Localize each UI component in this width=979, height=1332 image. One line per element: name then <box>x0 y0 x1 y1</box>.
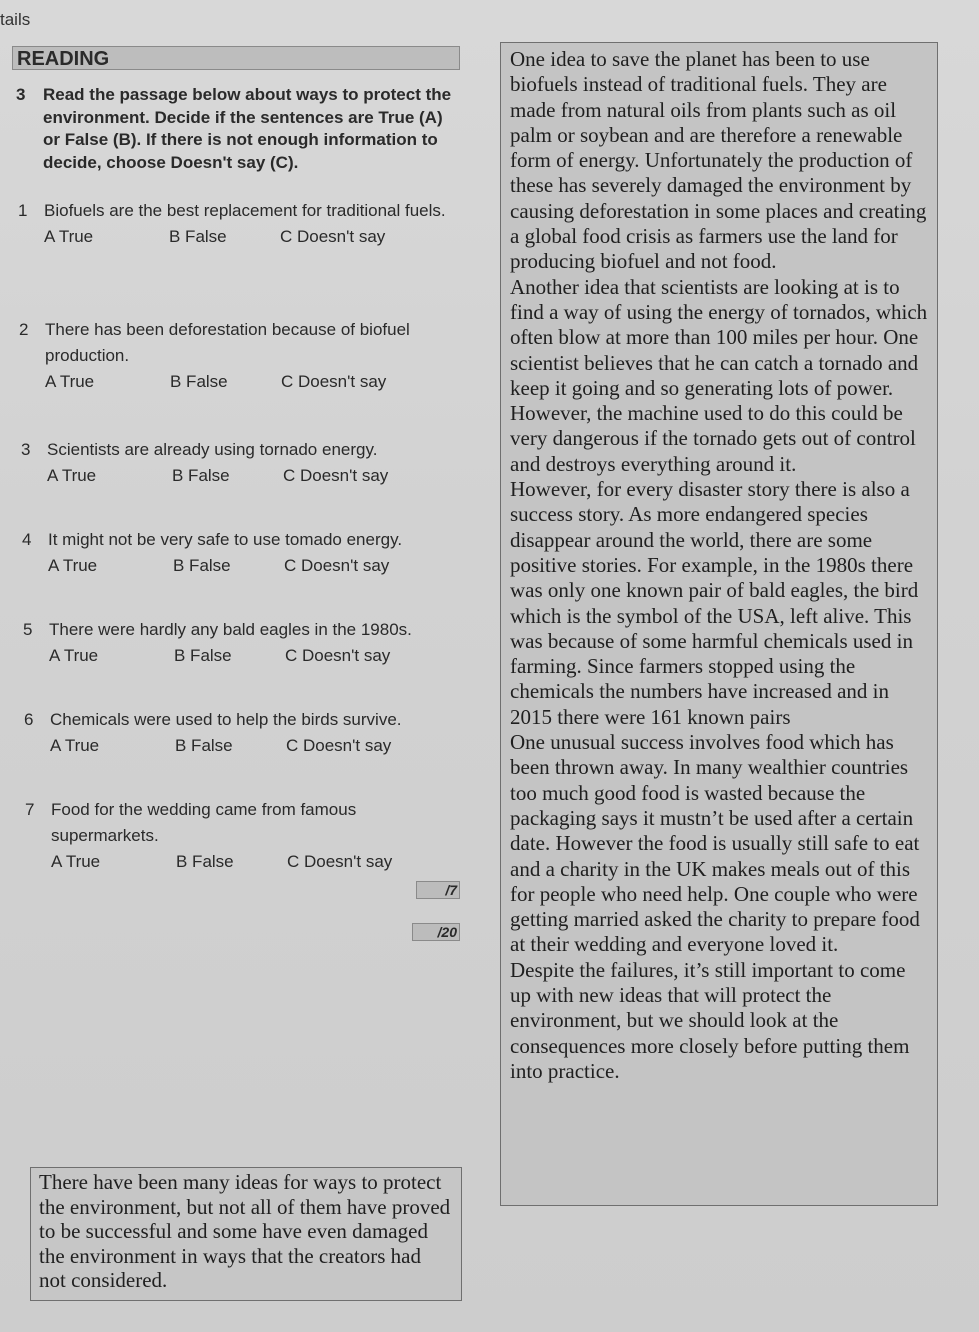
question-number: 2 <box>19 320 29 339</box>
option-a[interactable]: A True <box>50 736 100 755</box>
task-instructions <box>16 84 456 174</box>
option-b[interactable]: B False <box>169 227 227 246</box>
option-a[interactable]: A True <box>45 372 95 391</box>
passage-paragraph: One idea to save the planet has been to use biofuels instead of traditional fuels. They are made from natural oils from plants such as oil palm or soybean and are therefore a renewable form of energy. Unfortunately the production of these has severely damaged the environment by causing deforestation in some places and creating a global food crisis as farmers use the land for producing biofuel and not food. <box>510 47 927 274</box>
option-c[interactable]: C Doesn't say <box>287 852 393 871</box>
task-number: 3 <box>16 85 26 104</box>
passage-intro-box: There have been many ideas for ways to protect the environment, but not all of them have proved to be successful and some have even damaged the environment in ways that the creators had not considered. <box>30 1167 462 1301</box>
option-b[interactable]: B False <box>170 372 228 391</box>
option-b[interactable]: B False <box>174 646 232 665</box>
answer-options <box>48 553 462 579</box>
section-score-box[interactable]: /7 <box>416 881 460 899</box>
question-number: 1 <box>18 201 28 220</box>
question-2 <box>19 317 459 395</box>
option-a[interactable]: A True <box>48 556 98 575</box>
passage-paragraph: Another idea that scientists are looking at is to find a way of using the energy of tornados, which often blow at more than 100 miles per hour. One scientist believes that he can catch a tornado and keep it going and so generating lots of power. However, the machine used to do this could be very dangerous if the tornado gets out of control and destroys everything around it. <box>510 274 928 476</box>
option-b[interactable]: B False <box>176 852 234 871</box>
reading-passage <box>500 42 938 1206</box>
question-text: Scientists are already using tornado energy. <box>47 440 378 459</box>
option-a[interactable]: A True <box>51 852 101 871</box>
question-number: 5 <box>23 620 33 639</box>
question-text: It might not be very safe to use tomado energy. <box>48 530 403 549</box>
question-1 <box>18 198 458 250</box>
question-text: Biofuels are the best replacement for traditional fuels. <box>44 201 446 220</box>
question-5 <box>23 617 463 669</box>
question-7 <box>25 797 405 875</box>
answer-options <box>51 849 405 875</box>
question-text: Food for the wedding came from famous supermarkets. <box>51 800 357 845</box>
option-c[interactable]: C Doesn't say <box>281 372 387 391</box>
option-a[interactable]: A True <box>47 466 97 485</box>
question-3 <box>21 437 461 489</box>
option-c[interactable]: C Doesn't say <box>283 466 389 485</box>
option-c[interactable]: C Doesn't say <box>284 556 390 575</box>
answer-options <box>47 463 461 489</box>
tab-label: tails <box>0 10 31 29</box>
question-text: There has been deforestation because of biofuel production. <box>45 320 410 365</box>
question-text: Chemicals were used to help the birds survive. <box>50 710 402 729</box>
option-c[interactable]: C Doesn't say <box>286 736 392 755</box>
total-score-box[interactable]: /20 <box>412 923 460 941</box>
passage-paragraph: However, for every disaster story there is also a success story. As more endangered species disappear around the world, there are some positive stories. For example, in the 1980s there was only one known pair of bald eagles, the bird which is the symbol of the USA, left alive. This was because of some harmful chemicals used in farming. Since farmers stopped using the chemicals the numbers have increased and in 2015 there were 161 known pairs <box>510 477 919 729</box>
question-number: 6 <box>24 710 34 729</box>
question-4 <box>22 527 462 579</box>
question-number: 7 <box>25 800 35 819</box>
option-b[interactable]: B False <box>172 466 230 485</box>
option-a[interactable]: A True <box>44 227 94 246</box>
question-6 <box>24 707 464 759</box>
option-a[interactable]: A True <box>49 646 99 665</box>
option-c[interactable]: C Doesn't say <box>285 646 391 665</box>
option-b[interactable]: B False <box>173 556 231 575</box>
option-c[interactable]: C Doesn't say <box>280 227 386 246</box>
answer-options <box>44 224 458 250</box>
task-instruction-text: Read the passage below about ways to protect the environment. Decide if the sentences are True (A) or False (B). If there is not enough information to decide, choose Doesn't say (C). <box>43 85 452 172</box>
answer-options <box>49 643 463 669</box>
passage-paragraph: Despite the failures, it’s still important to come up with new ideas that will protect the environment, but we should look at the consequences more closely before putting them into practice. <box>510 957 910 1083</box>
question-number: 4 <box>22 530 32 549</box>
option-b[interactable]: B False <box>175 736 233 755</box>
section-title: READING <box>12 46 460 70</box>
passage-paragraph: One unusual success involves food which has been thrown away. In many wealthier countries too much good food is wasted because the packaging says it mustn’t be used after a certain date. However the food is usually still safe to eat and a charity in the UK makes meals out of this for people who need help. One couple who were getting married asked the charity to prepare food at their wedding and everyone loved it. <box>510 730 920 957</box>
question-text: There were hardly any bald eagles in the 1980s. <box>49 620 412 639</box>
question-number: 3 <box>21 440 31 459</box>
answer-options <box>50 733 464 759</box>
answer-options <box>45 369 459 395</box>
